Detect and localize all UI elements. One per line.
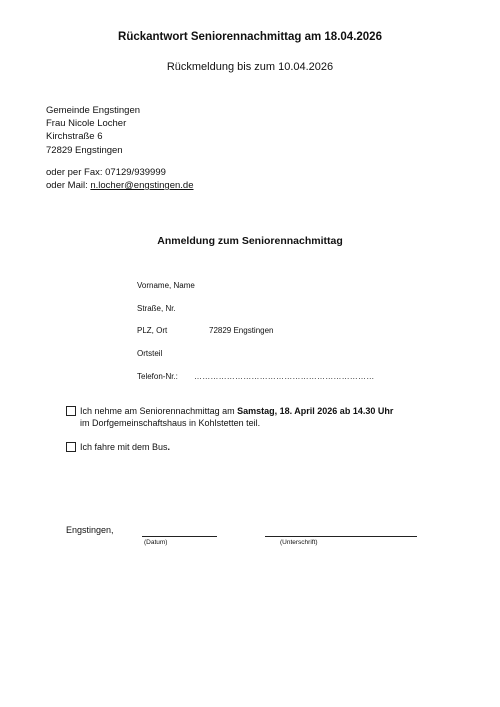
signature-place: Engstingen, (66, 525, 114, 535)
street-label: Straße, Nr. (137, 304, 176, 313)
address-line-2: Frau Nicole Locher (46, 118, 127, 130)
attend-date-bold: Samstag, 18. April 2026 ab 14.30 Uhr (237, 406, 394, 416)
fax-text: oder per Fax: 07129/939999 (46, 167, 166, 178)
zip-label: PLZ, Ort (137, 326, 168, 335)
signature-caption: (Unterschrift) (280, 539, 318, 546)
attend-text-line-2: im Dorfgemeinschaftshaus in Kohlstetten teil. (80, 418, 261, 428)
address-line-3: Kirchstraße 6 (46, 131, 103, 143)
address-line-1: Gemeinde Engstingen (46, 105, 141, 116)
attend-checkbox[interactable] (66, 406, 76, 416)
zip-value: 72829 Engstingen (209, 326, 274, 335)
mail-link[interactable]: n.locher@engstingen.de (90, 180, 194, 191)
phone-dotted-line[interactable]: ………………………………………………………… (194, 372, 375, 381)
deadline-text: Rückmeldung bis zum 10.04.2026 (166, 61, 334, 73)
mail-row (46, 179, 194, 192)
mail-prefix: oder Mail: (46, 180, 91, 191)
district-label: Ortsteil (137, 349, 163, 358)
recipient-address (46, 104, 140, 157)
bus-text (80, 441, 170, 453)
attend-text-line-1 (80, 405, 393, 417)
address-line-4: 72829 Engstingen (46, 144, 123, 156)
bus-text-period: . (167, 442, 171, 452)
document-title: Rückantwort Seniorennachmittag am 18.04.2026 (118, 31, 382, 43)
date-caption: (Datum) (144, 539, 168, 546)
contact-block (46, 166, 194, 192)
name-label: Vorname, Name (137, 281, 195, 290)
attend-text-start: Ich nehme am Seniorennachmittag am (80, 406, 238, 416)
section-title: Anmeldung zum Seniorennachmittag (157, 235, 343, 247)
signature-line[interactable] (265, 536, 417, 537)
bus-text-main: Ich fahre mit dem Bus (80, 442, 168, 452)
bus-checkbox[interactable] (66, 442, 76, 452)
phone-label: Telefon-Nr.: (137, 372, 178, 381)
attend-text (80, 405, 393, 429)
date-line[interactable] (142, 536, 217, 537)
